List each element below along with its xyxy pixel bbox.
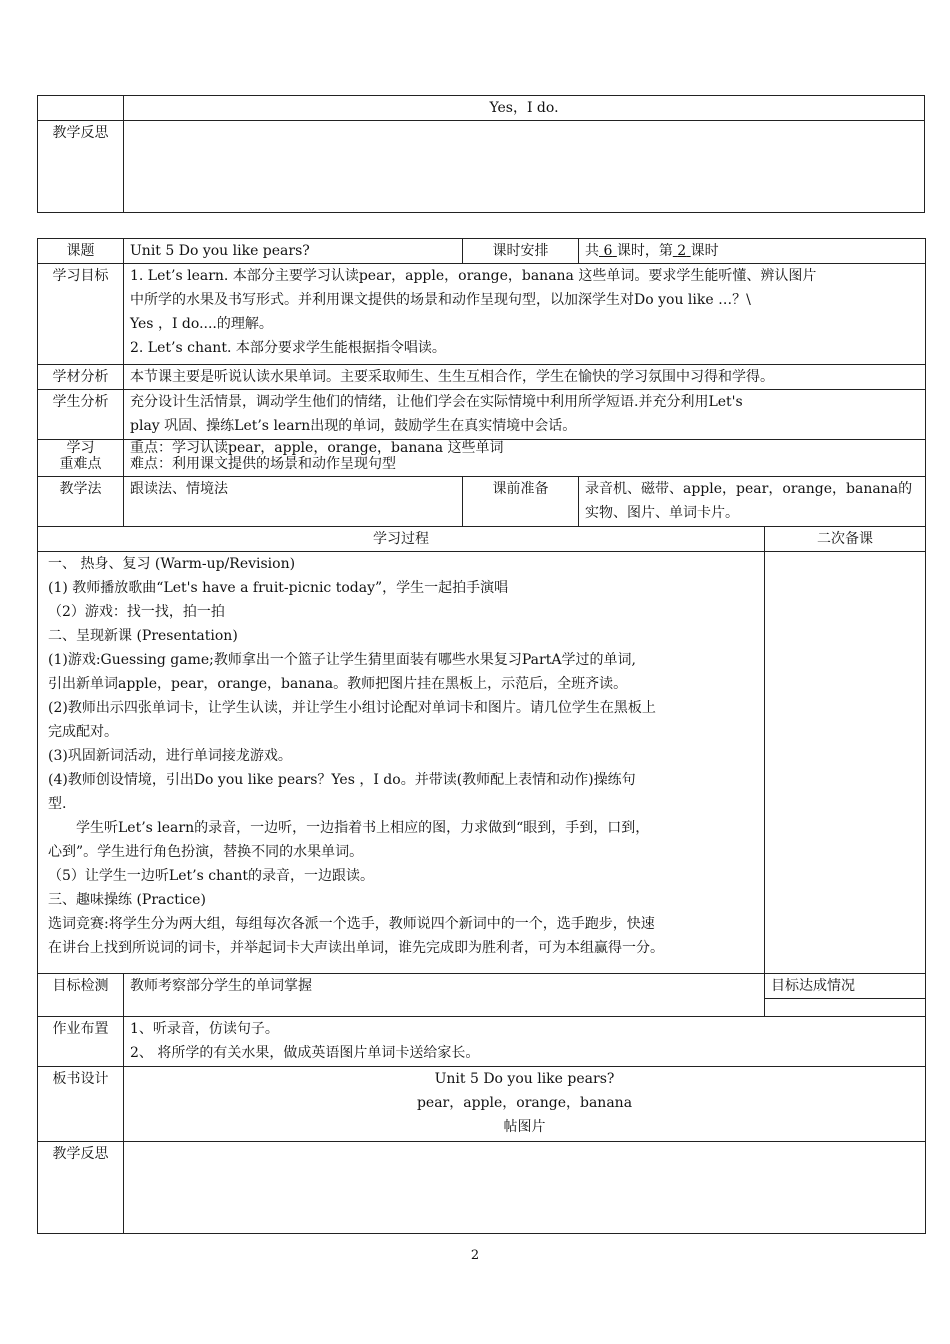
process-header: 学习过程 <box>38 527 765 552</box>
material-label: 学材分析 <box>38 365 124 390</box>
page-number: 2 <box>470 1248 480 1263</box>
schedule-current: 2 <box>677 243 687 259</box>
prep-content: 录音机、磁带、apple，pear，orange，banana的 实物、图片、单词卡片。 <box>579 477 926 527</box>
reflect-content <box>124 1142 926 1234</box>
second-prep-content <box>765 552 926 974</box>
homework-line: 2、 将所学的有关水果，做成英语图片单词卡送给家长。 <box>130 1045 480 1061</box>
achieve-label: 目标达成情况 <box>765 974 926 999</box>
homework-content <box>124 1017 926 1067</box>
second-prep-header: 二次备课 <box>765 527 926 552</box>
homework-line: 1、听录音，仿读句子。 <box>130 1021 279 1037</box>
student-line: 充分设计生活情景，调动学生他们的情绪，让他们学会在实际情境中利用所学短语.并充分利用Let's <box>130 394 743 410</box>
homework-label: 作业布置 <box>38 1017 124 1067</box>
schedule-value: 共 6 课时，第 2 课时 <box>579 239 926 264</box>
process-line: 二、呈现新课 (Presentation) <box>48 628 238 644</box>
row-material <box>38 365 926 390</box>
student-line: play 巩固、操练Let’s learn出现的单词，鼓励学生在真实情境中会话。 <box>130 418 577 434</box>
row-student <box>38 390 926 440</box>
topic-label: 课题 <box>38 239 124 264</box>
board-line: pear，apple，orange，banana <box>416 1095 633 1111</box>
board-content <box>124 1067 926 1142</box>
goals-line: 中所学的水果及书写形式。并利用课文提供的场景和动作呈现句型，以加深学生对Do you like …？\ <box>130 292 751 308</box>
row-topic <box>38 239 926 264</box>
process-line: 心到”。学生进行角色扮演，替换不同的水果单词。 <box>48 844 364 860</box>
goals-line: 2. Let’s chant. 本部分要求学生能根据指令唱读。 <box>130 340 446 356</box>
board-line: 帖图片 <box>503 1119 546 1135</box>
schedule-total: 6 <box>603 243 613 259</box>
keypoints-content <box>124 440 926 477</box>
process-line: 选词竞赛:将学生分为两大组，每组每次各派一个选手，教师说四个新词中的一个，选手跑步，快速 <box>48 916 655 932</box>
achieve-value <box>765 999 926 1017</box>
top-reflect-label: 教学反思 <box>38 121 124 213</box>
material-text: 本节课主要是听说认读水果单词。主要采取师生、生生互相合作，学生在愉快的学习氛围中习得和学得。 <box>124 365 926 390</box>
board-line: Unit 5 Do you like pears? <box>434 1071 615 1087</box>
process-line: 一、 热身、复习 (Warm-up/Revision) <box>48 556 296 572</box>
process-line: (4)教师创设情境，引出Do you like pears？Yes ，I do。并带读(教师配上表情和动作)操练句 <box>48 772 636 788</box>
row-process-header <box>38 527 926 552</box>
process-line: (2)教师出示四张单词卡，让学生认读，并让学生小组讨论配对单词卡和图片。请几位学生在黑板上 <box>48 700 656 716</box>
top-reflect-content <box>124 121 925 213</box>
process-line: 三、趣味操练 (Practice) <box>48 892 206 908</box>
process-line: （2）游戏：找一找，拍一拍 <box>48 604 225 620</box>
check-value: 教师考察部分学生的单词掌握 <box>124 974 765 1017</box>
method-value: 跟读法、情境法 <box>124 477 463 527</box>
row-check <box>38 974 926 999</box>
goals-line: 1. Let’s learn. 本部分主要学习认读pear，apple，orange，banana 这些单词。要求学生能听懂、辨认图片 <box>130 268 817 284</box>
board-label: 板书设计 <box>38 1067 124 1142</box>
process-line: 型. <box>48 796 67 812</box>
process-content <box>38 552 765 974</box>
process-line: 在讲台上找到所说词的词卡，并举起词卡大声读出单词，谁先完成即为胜利者，可为本组赢得一分。 <box>48 940 664 956</box>
top-yes-line: Yes，I do. <box>124 96 925 121</box>
topic-value: Unit 5 Do you like pears? <box>124 239 463 264</box>
process-line: 学生听Let’s learn的录音，一边听，一边指着书上相应的图，力求做到“眼到，手到，口到， <box>76 820 650 836</box>
student-content <box>124 390 926 440</box>
goals-line: Yes ，I do....的理解。 <box>130 316 273 332</box>
goals-content <box>124 264 926 365</box>
student-label: 学生分析 <box>38 390 124 440</box>
row-homework <box>38 1017 926 1067</box>
row-goals <box>38 264 926 365</box>
row-reflect <box>38 1142 926 1234</box>
top-table <box>37 95 925 213</box>
prep-label: 课前准备 <box>463 477 579 527</box>
top-empty-cell <box>38 96 124 121</box>
key-point: 重点：学习认读pear，apple，orange，banana 这些单词 <box>130 440 504 456</box>
row-method <box>38 477 926 527</box>
difficult-point: 难点：利用课文提供的场景和动作呈现句型 <box>130 456 396 472</box>
process-line: (3)巩固新词活动，进行单词接龙游戏。 <box>48 748 292 764</box>
method-label: 教学法 <box>38 477 124 527</box>
row-process <box>38 552 926 974</box>
row-keypoints <box>38 440 926 477</box>
process-line: （5）让学生一边听Let’s chant的录音，一边跟读。 <box>48 868 375 884</box>
check-label: 目标检测 <box>38 974 124 1017</box>
keypoints-label: 学习 重难点 <box>38 440 124 477</box>
lesson-table <box>37 238 926 1234</box>
process-line: 完成配对。 <box>48 724 118 740</box>
process-line: (1)游戏:Guessing game;教师拿出一个篮子让学生猜里面装有哪些水果复习PartA学过的单词, <box>48 652 636 668</box>
process-line: 引出新单词apple，pear，orange，banana。教师把图片挂在黑板上，示范后，全班齐读。 <box>48 676 628 692</box>
row-board <box>38 1067 926 1142</box>
goals-label: 学习目标 <box>38 264 124 365</box>
schedule-label: 课时安排 <box>463 239 579 264</box>
process-line: (1) 教师播放歌曲“Let's have a fruit-picnic today”，学生一起拍手演唱 <box>48 580 509 596</box>
reflect-label: 教学反思 <box>38 1142 124 1234</box>
